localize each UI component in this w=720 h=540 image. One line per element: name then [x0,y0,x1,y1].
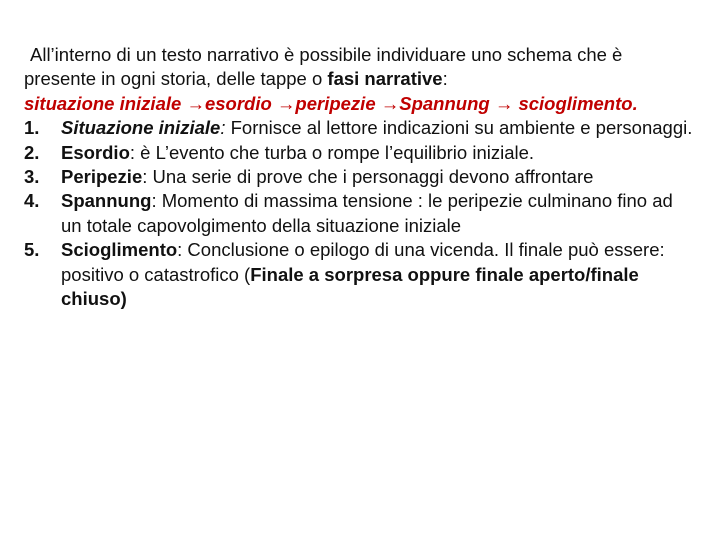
list-item [24,116,696,140]
list-item [24,189,696,238]
phase-term: Situazione iniziale [61,117,221,139]
phase-description: è L’evento che turba o rompe l’equilibrio iniziale. [135,141,535,163]
sequence-step-2: esordio [204,92,272,114]
phase-description-end: ) [120,288,127,310]
list-item [24,238,696,311]
list-number: 4. [24,190,40,212]
intro-paragraph [24,43,696,92]
phase-term: Peripezie [61,166,143,188]
sequence-step-5: scioglimento. [518,92,638,114]
list-item [24,165,696,189]
phase-term: Scioglimento [61,239,178,261]
phase-description: Fornisce al lettore indicazioni su ambiente e personaggi. [225,117,693,139]
sequence-step-4: Spannung [399,92,490,114]
phase-sequence [24,92,696,116]
phase-separator: : [177,239,183,261]
intro-text: All’interno di un testo narrativo è possibile individuare uno schema che è presente in ogni storia, delle tappe o [24,44,623,90]
list-number: 1. [24,117,40,139]
intro-bold-term: fasi narrative [327,68,443,90]
phase-description: Una serie di prove che i personaggi devono affrontare [147,166,594,188]
list-number: 3. [24,166,40,188]
phase-term: Esordio [61,141,130,163]
slide-content [24,43,696,311]
right-arrow-icon: → [186,92,205,114]
phase-separator: : [142,166,148,188]
phase-list [24,116,696,311]
intro-tail: : [442,68,448,90]
phase-separator: : [220,117,226,139]
list-number: 2. [24,141,40,163]
phase-term: Spannung [61,190,152,212]
phase-description-bold: Finale a sorpresa oppure finale aperto/finale chiuso [61,263,639,310]
phase-separator: : [129,141,136,163]
list-number: 5. [24,239,40,261]
phase-description: Conclusione o epilogo di una vicenda. Il finale può essere: positivo o catastrofico ( [61,239,665,285]
list-item [24,141,696,165]
right-arrow-icon: → [494,92,514,114]
sequence-step-3: peripezie [295,92,376,114]
phase-description: Momento di massima tensione : le peripezie culminano fino ad un totale capovolgimento della situazione iniziale [61,190,673,236]
sequence-step-1: situazione iniziale [24,92,182,114]
right-arrow-icon: → [380,92,400,114]
phase-separator: : [151,190,157,212]
right-arrow-icon: → [276,92,296,114]
